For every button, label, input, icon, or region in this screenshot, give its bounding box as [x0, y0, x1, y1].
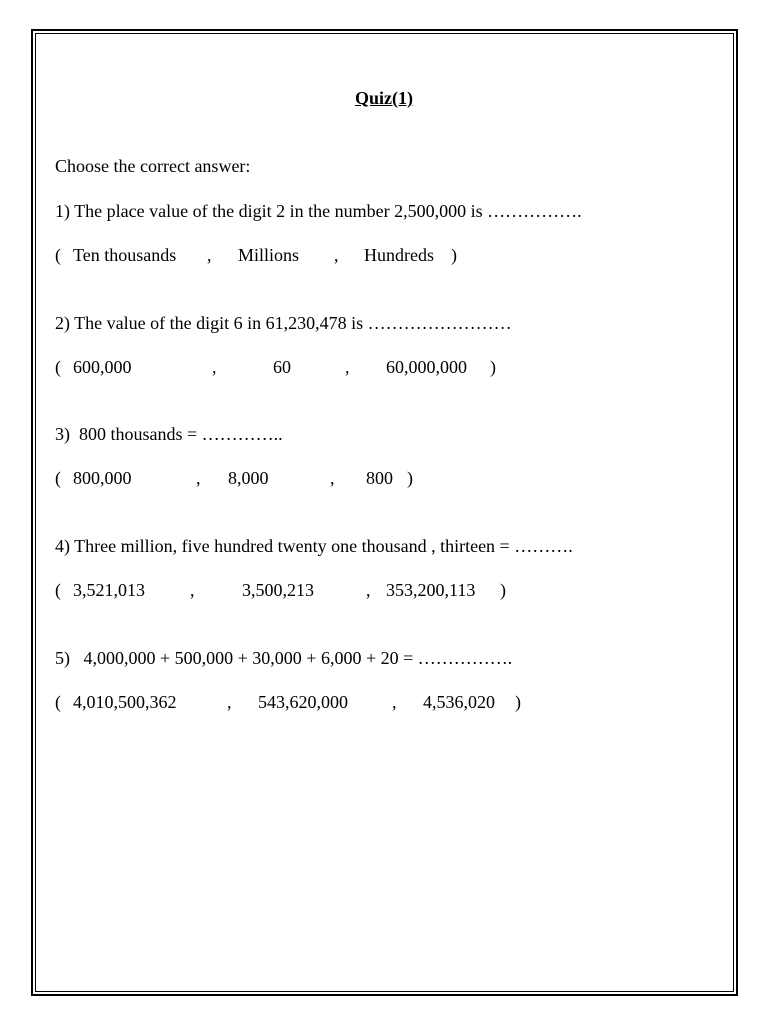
close-paren: ) — [500, 580, 506, 600]
question-1-text: 1) The place value of the digit 2 in the number 2,500,000 is ……………. — [55, 201, 582, 221]
open-paren: ( — [55, 580, 61, 600]
option-separator: , — [212, 357, 217, 377]
quiz-title: Quiz(1) — [355, 88, 413, 108]
option-separator: , — [345, 357, 350, 377]
question-4-text: 4) Three million, five hundred twenty one thousand , thirteen = ………. — [55, 536, 573, 556]
option-4b[interactable]: 3,500,213 — [242, 580, 314, 600]
open-paren: ( — [55, 468, 61, 488]
option-2a[interactable]: 600,000 — [73, 357, 132, 377]
close-paren: ) — [407, 468, 413, 488]
option-separator: , — [207, 245, 212, 265]
option-5b[interactable]: 543,620,000 — [258, 692, 348, 712]
option-separator: , — [392, 692, 397, 712]
question-3-text: 3) 800 thousands = ………….. — [55, 424, 283, 444]
option-separator: , — [366, 580, 371, 600]
option-2c[interactable]: 60,000,000 — [386, 357, 467, 377]
option-5a[interactable]: 4,010,500,362 — [73, 692, 177, 712]
option-separator: , — [196, 468, 201, 488]
option-3b[interactable]: 8,000 — [228, 468, 269, 488]
option-3a[interactable]: 800,000 — [73, 468, 132, 488]
option-4a[interactable]: 3,521,013 — [73, 580, 145, 600]
option-2b[interactable]: 60 — [273, 357, 291, 377]
option-1b[interactable]: Millions — [238, 245, 300, 265]
open-paren: ( — [55, 692, 61, 712]
option-4c[interactable]: 353,200,113 — [386, 580, 476, 600]
option-separator: , — [334, 245, 339, 265]
option-3c[interactable]: 800 — [366, 468, 393, 488]
open-paren: ( — [55, 245, 61, 265]
instruction-text: Choose the correct answer: — [55, 156, 251, 176]
question-2-text: 2) The value of the digit 6 in 61,230,478 is …………………… — [55, 313, 512, 333]
option-5c[interactable]: 4,536,020 — [423, 692, 495, 712]
question-5-text: 5) 4,000,000 + 500,000 + 30,000 + 6,000 + 20 = ……………. — [55, 648, 513, 668]
close-paren: ) — [515, 692, 521, 712]
close-paren: ) — [490, 357, 496, 377]
option-1c[interactable]: Hundreds — [364, 245, 434, 265]
close-paren: ) — [451, 245, 457, 265]
option-separator: , — [227, 692, 232, 712]
open-paren: ( — [55, 357, 61, 377]
option-separator: , — [190, 580, 195, 600]
option-1a[interactable]: Ten thousands — [73, 245, 177, 265]
option-separator: , — [330, 468, 335, 488]
